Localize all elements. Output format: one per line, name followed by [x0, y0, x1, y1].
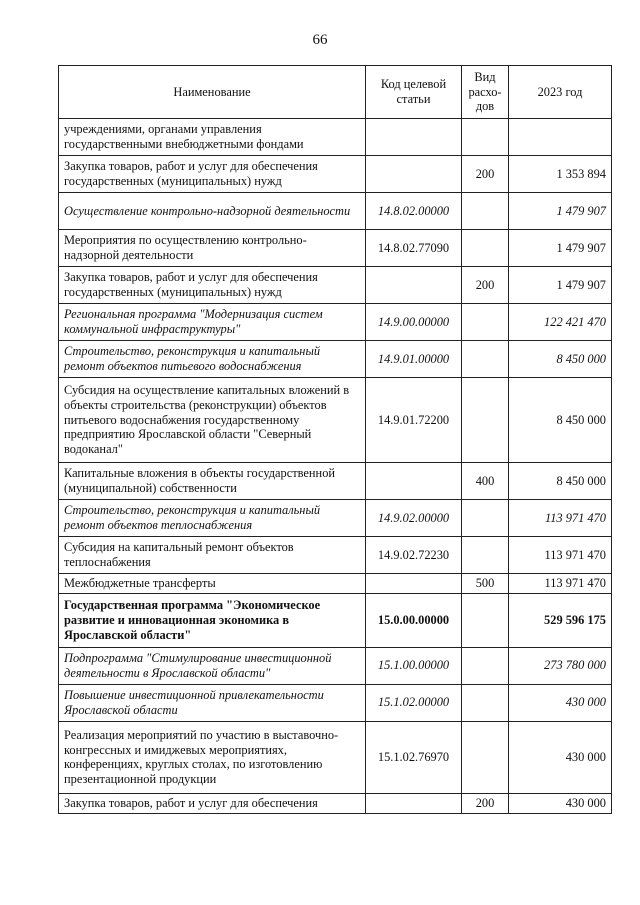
- row-name: Закупка товаров, работ и услуг для обеспечения: [59, 793, 366, 813]
- row-expense-type: 200: [462, 793, 509, 813]
- header-year: 2023 год: [509, 66, 612, 119]
- table-row: [59, 341, 612, 378]
- table-row: [59, 647, 612, 684]
- table-row: [59, 593, 612, 647]
- row-code: 15.1.00.00000: [366, 647, 462, 684]
- row-code: 14.9.02.72230: [366, 537, 462, 574]
- row-expense-type: [462, 721, 509, 793]
- row-expense-type: [462, 193, 509, 230]
- row-expense-type: [462, 500, 509, 537]
- table-row: [59, 574, 612, 594]
- row-amount: 1 353 894: [509, 156, 612, 193]
- row-name: Закупка товаров, работ и услуг для обеспечения государственных (муниципальных) нужд: [59, 156, 366, 193]
- row-name: Мероприятия по осуществлению контрольно-надзорной деятельности: [59, 230, 366, 267]
- row-name: учреждениями, органами управления государственными внебюджетными фондами: [59, 119, 366, 156]
- row-expense-type: [462, 304, 509, 341]
- row-amount: 1 479 907: [509, 267, 612, 304]
- row-name: Закупка товаров, работ и услуг для обеспечения государственных (муниципальных) нужд: [59, 267, 366, 304]
- row-name: Подпрограмма "Стимулирование инвестиционной деятельности в Ярославской области": [59, 647, 366, 684]
- row-name: Межбюджетные трансферты: [59, 574, 366, 594]
- row-code: [366, 156, 462, 193]
- row-amount: 1 479 907: [509, 230, 612, 267]
- table-row: [59, 119, 612, 156]
- row-code: 14.9.01.00000: [366, 341, 462, 378]
- table-row: [59, 463, 612, 500]
- page-number: 66: [312, 32, 328, 48]
- budget-table: [58, 65, 612, 814]
- row-amount: 8 450 000: [509, 378, 612, 463]
- table-header-row: [59, 66, 612, 119]
- table-row: [59, 267, 612, 304]
- table-row: [59, 721, 612, 793]
- row-code: 15.0.00.00000: [366, 593, 462, 647]
- table-row: [59, 537, 612, 574]
- row-code: 14.9.00.00000: [366, 304, 462, 341]
- table-row: [59, 684, 612, 721]
- row-expense-type: [462, 119, 509, 156]
- row-amount: 113 971 470: [509, 537, 612, 574]
- row-amount: 113 971 470: [509, 574, 612, 594]
- row-expense-type: [462, 378, 509, 463]
- row-code: [366, 574, 462, 594]
- row-expense-type: 400: [462, 463, 509, 500]
- row-name: Региональная программа "Модернизация систем коммунальной инфраструктуры": [59, 304, 366, 341]
- row-expense-type: 500: [462, 574, 509, 594]
- table-row: [59, 230, 612, 267]
- row-expense-type: 200: [462, 267, 509, 304]
- row-amount: 122 421 470: [509, 304, 612, 341]
- row-code: [366, 267, 462, 304]
- row-amount: 8 450 000: [509, 341, 612, 378]
- row-code: 15.1.02.00000: [366, 684, 462, 721]
- row-code: [366, 119, 462, 156]
- row-amount: 430 000: [509, 721, 612, 793]
- row-expense-type: [462, 593, 509, 647]
- row-name: Субсидия на капитальный ремонт объектов теплоснабжения: [59, 537, 366, 574]
- row-name: Осуществление контрольно-надзорной деятельности: [59, 193, 366, 230]
- table-row: [59, 193, 612, 230]
- row-name: Субсидия на осуществление капитальных вложений в объекты строительства (реконструкции) объектов питьевого водоснабжения государственному предприятию Ярославской области "Северный водоканал": [59, 378, 366, 463]
- table-row: [59, 500, 612, 537]
- row-code: 15.1.02.76970: [366, 721, 462, 793]
- row-name: Строительство, реконструкция и капитальный ремонт объектов питьевого водоснабжения: [59, 341, 366, 378]
- row-amount: 529 596 175: [509, 593, 612, 647]
- row-code: [366, 463, 462, 500]
- row-expense-type: [462, 537, 509, 574]
- row-amount: [509, 119, 612, 156]
- row-amount: 1 479 907: [509, 193, 612, 230]
- row-name: Реализация мероприятий по участию в выставочно-конгрессных и имиджевых мероприятиях, конференциях, круглых столах, по изготовлению презентационной продукции: [59, 721, 366, 793]
- row-expense-type: [462, 647, 509, 684]
- table-row: [59, 793, 612, 813]
- row-code: 14.8.02.00000: [366, 193, 462, 230]
- row-code: 14.8.02.77090: [366, 230, 462, 267]
- header-expense-type: Вид расхо-дов: [462, 66, 509, 119]
- row-code: [366, 793, 462, 813]
- row-expense-type: 200: [462, 156, 509, 193]
- row-code: 14.9.01.72200: [366, 378, 462, 463]
- row-amount: 430 000: [509, 793, 612, 813]
- row-expense-type: [462, 684, 509, 721]
- table-row: [59, 156, 612, 193]
- header-code: Код целевой статьи: [366, 66, 462, 119]
- row-amount: 273 780 000: [509, 647, 612, 684]
- row-name: Капитальные вложения в объекты государственной (муниципальной) собственности: [59, 463, 366, 500]
- row-name: Государственная программа "Экономическое развитие и инновационная экономика в Ярославской области": [59, 593, 366, 647]
- table-row: [59, 304, 612, 341]
- row-amount: 113 971 470: [509, 500, 612, 537]
- header-name: Наименование: [59, 66, 366, 119]
- row-expense-type: [462, 341, 509, 378]
- row-name: Повышение инвестиционной привлекательности Ярославской области: [59, 684, 366, 721]
- row-name: Строительство, реконструкция и капитальный ремонт объектов теплоснабжения: [59, 500, 366, 537]
- row-expense-type: [462, 230, 509, 267]
- row-amount: 430 000: [509, 684, 612, 721]
- table-body: [59, 119, 612, 814]
- row-amount: 8 450 000: [509, 463, 612, 500]
- row-code: 14.9.02.00000: [366, 500, 462, 537]
- table-row: [59, 378, 612, 463]
